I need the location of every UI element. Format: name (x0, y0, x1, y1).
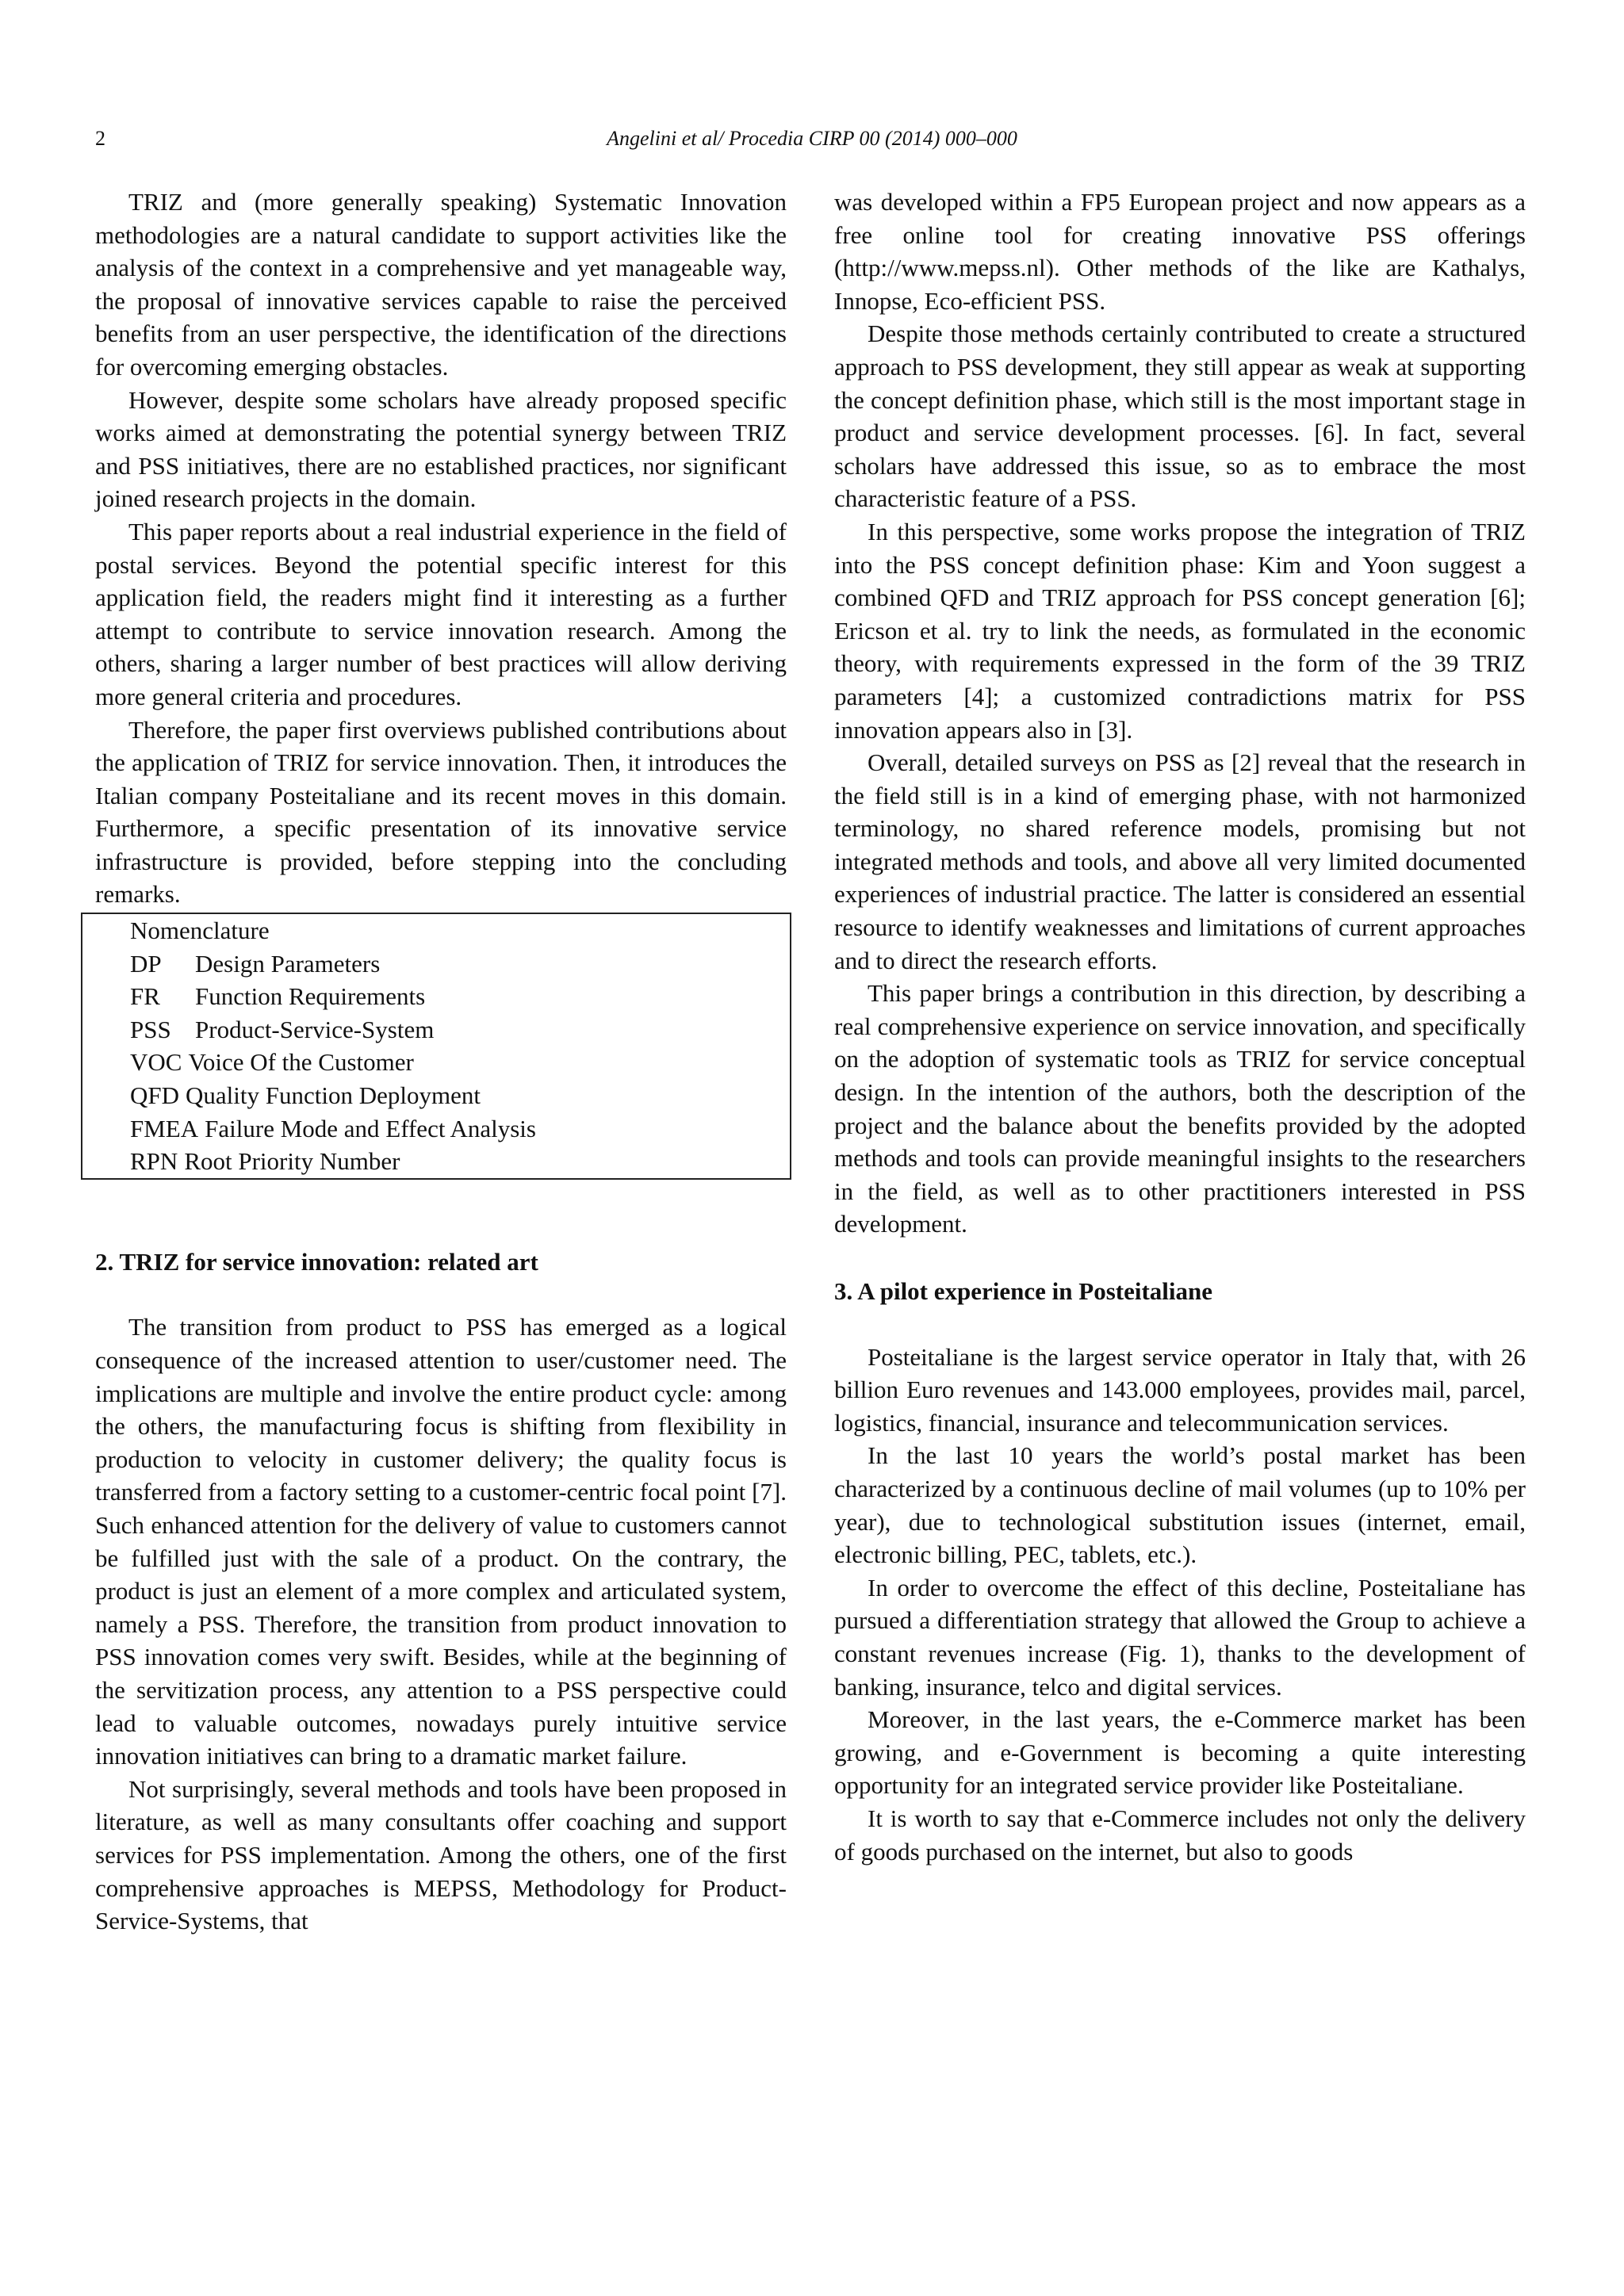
paragraph: Despite those methods certainly contributed to create a structured approach to PSS development, they still appear as weak at supporting the concept definition phase, which still is the most important stage in product and service development processes. [6]. In fact, several scholars have addressed this issue, so as to embrace the most characteristic feature of a PSS. (834, 320, 1526, 513)
nomenclature-row (130, 1079, 790, 1112)
paragraph: In this perspective, some works propose the integration of TRIZ into the PSS concept definition phase: Kim and Yoon suggest a combined QFD and TRIZ approach for PSS concept generation [6]; Ericson et al. try to link the needs, as formulated in the economic theory, with requirements expressed in the form of the 39 TRIZ parameters [4]; a customized contradictions matrix for PSS innovation appears also in [3]. (834, 517, 1526, 744)
nomenclature-box (81, 913, 791, 1180)
nomenclature-abbr: VOC (130, 1048, 182, 1077)
paragraph: In order to overcome the effect of this decline, Posteitaliane has pursued a differentiation strategy that allowed the Group to achieve a constant revenues increase (Fig. 1), thanks to the development of banking, insurance, telco and digital services. (834, 1573, 1526, 1701)
nomenclature-abbr: RPN (130, 1147, 178, 1176)
nomenclature-row (130, 947, 790, 981)
nomenclature-term: Design Parameters (195, 949, 381, 978)
right-column (834, 186, 1526, 1868)
nomenclature-row (130, 1112, 790, 1146)
nomenclature-abbr: FR (130, 982, 160, 1011)
paragraph: Moreover, in the last years, the e-Commerce market has been growing, and e-Government is becoming a quite interesting opportunity for an integrated service provider like Posteitaliane. (834, 1705, 1526, 1800)
nomenclature-term: Product-Service-System (195, 1015, 435, 1043)
nomenclature-term: Quality Function Deployment (186, 1081, 481, 1110)
nomenclature-row (130, 980, 790, 1013)
paragraph: This paper reports about a real industrial experience in the field of postal services. Beyond the potential specific interest for this application field, the readers might find it interesting as a further attempt to contribute to service innovation research. Among the others, sharing a larger number of best practices will allow deriving more general criteria and procedures. (95, 517, 787, 710)
nomenclature-abbr: PSS (130, 1015, 171, 1043)
nomenclature-abbr: DP (130, 949, 162, 978)
nomenclature-abbr: FMEA (130, 1114, 199, 1142)
paragraph: However, despite some scholars have already proposed specific works aimed at demonstrating the potential synergy between TRIZ and PSS initiatives, there are no established practices, nor significant joined research projects in the domain. (95, 385, 787, 513)
page-number: 2 (95, 127, 105, 150)
paragraph: It is worth to say that e-Commerce includes not only the delivery of goods purchased on the internet, but also to goods (834, 1804, 1526, 1866)
left-column (95, 186, 787, 1938)
nomenclature-title: Nomenclature (130, 916, 270, 945)
section-heading: 2. TRIZ for service innovation: related art (95, 1247, 538, 1276)
paragraph: TRIZ and (more generally speaking) Systematic Innovation methodologies are a natural candidate to support activities like the analysis of the context in a comprehensive and yet manageable way, the proposal of innovative services capable to raise the perceived benefits from an user perspective, the identification of the directions for overcoming emerging obstacles. (95, 188, 787, 381)
paragraph: This paper brings a contribution in this direction, by describing a real comprehensive experience on service innovation, and specifically on the adoption of systematic tools as TRIZ for service conceptual design. In the intention of the authors, both the description of the project and the balance about the benefits provided by the adopted methods and tools can provide meaningful insights to the researchers in the field, as well as to other practitioners interested in PSS development. (834, 979, 1526, 1238)
paragraph: Not surprisingly, several methods and tools have been proposed in literature, as well as many consultants offer coaching and support services for PSS implementation. Among the others, one of the first comprehensive approaches is MEPSS, Methodology for Product-Service-Systems, that (95, 1774, 787, 1935)
nomenclature-term: Root Priority Number (184, 1147, 400, 1176)
paragraph: Posteitaliane is the largest service operator in Italy that, with 26 billion Euro revenues and 143.000 employees, provides mail, parcel, logistics, financial, insurance and telecommunication services. (834, 1342, 1526, 1437)
section-heading: 3. A pilot experience in Posteitaliane (834, 1277, 1213, 1305)
paragraph: In the last 10 years the world’s postal market has been characterized by a continuous decline of mail volumes (up to 10% per year), due to technological substitution issues (internet, email, electronic billing, PEC, tablets, etc.). (834, 1441, 1526, 1569)
nomenclature-term: Failure Mode and Effect Analysis (205, 1114, 536, 1142)
nomenclature-term: Function Requirements (195, 982, 426, 1011)
nomenclature-term: Voice Of the Customer (188, 1048, 414, 1077)
nomenclature-row (130, 1145, 790, 1178)
nomenclature-abbr: QFD (130, 1081, 180, 1110)
paragraph: Therefore, the paper first overviews published contributions about the application of TRIZ for service innovation. Then, it introduces the Italian company Posteitaliane and its recent moves in this domain. Furthermore, a specific presentation of its innovative service infrastructure is provided, before stepping into the concluding remarks. (95, 715, 787, 909)
paragraph: Overall, detailed surveys on PSS as [2] reveal that the research in the field still is in a kind of emerging phase, with not harmonized terminology, no shared reference models, promising but not integrated methods and tools, and above all very limited documented experiences of industrial practice. The latter is considered an essential resource to identify weaknesses and limitations of current approaches and to direct the research efforts. (834, 748, 1526, 974)
running-head: Angelini et al/ Procedia CIRP 00 (2014) 000–000 (607, 127, 1017, 150)
nomenclature-row (130, 1013, 790, 1047)
nomenclature-row (130, 1046, 790, 1079)
paragraph: was developed within a FP5 European project and now appears as a free online tool for creating innovative PSS offerings (http://www.mepss.nl). Other methods of the like are Kathalys, Innopse, Eco-efficient PSS. (834, 188, 1526, 315)
paragraph: The transition from product to PSS has emerged as a logical consequence of the increased attention to user/customer need. The implications are multiple and involve the entire product cycle: among the others, the manufacturing focus is shifting from flexibility in production to velocity in customer delivery; the quality focus is transferred from a factory setting to a customer-centric focal point [7]. Such enhanced attention for the delivery of value to customers cannot be fulfilled just with the sale of a product. On the contrary, the product is just an element of a more complex and articulated system, namely a PSS. Therefore, the transition from product innovation to PSS innovation comes very swift. Besides, while at the beginning of the servitization process, any attention to a PSS perspective could lead to valuable outcomes, nowadays purely intuitive service innovation initiatives can bring to a dramatic market failure. (95, 1313, 787, 1770)
